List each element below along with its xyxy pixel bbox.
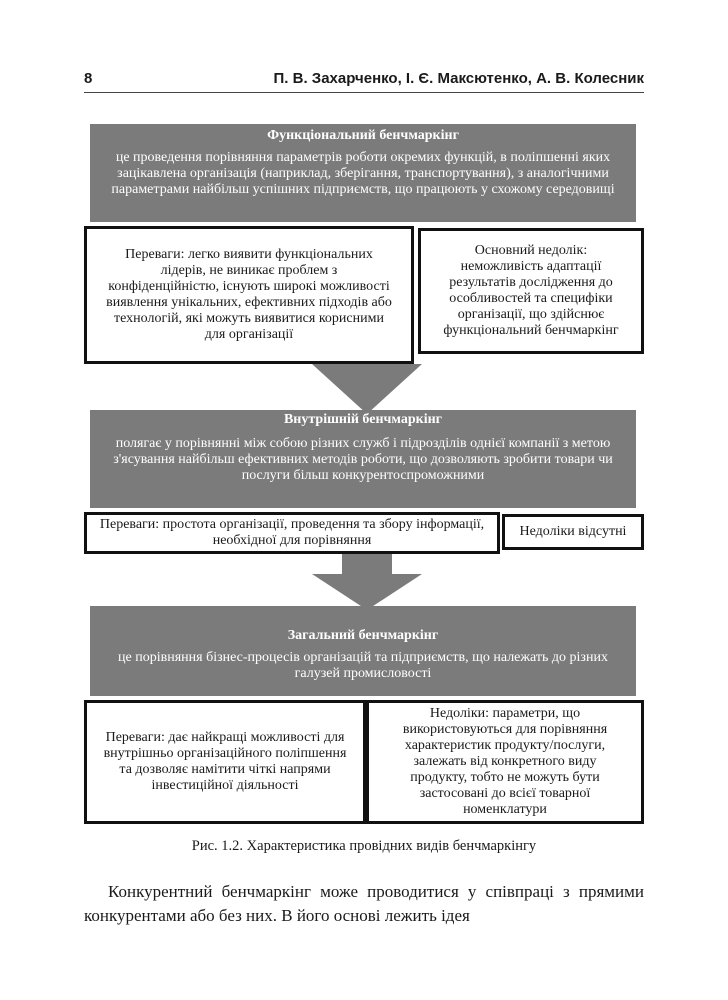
- functional-benchmarking-title: Функціональний бенчмаркінг: [267, 128, 459, 143]
- functional-advantages-box: [84, 226, 414, 364]
- page-header: [84, 66, 644, 90]
- general-benchmarking-title: Загальний бенчмаркінг: [287, 628, 439, 643]
- functional-benchmarking-description: це проведення порівняння параметрів роботи окремих функцій, в поліпшенні яких зацікавлена організація (наприклад, зберігання, транспортування), з аналогічними параметрами найбільш успішних підприємств, що працюють у схожому середовищі: [111, 150, 615, 197]
- internal-disadvantages-text: Недоліки відсутні: [519, 524, 627, 539]
- functional-advantages-text: Переваги: легко виявити функціональних лідерів, не виникає проблем з конфіденційністю, існують широкі можливості виявлення унікальних, ефективних підходів або технологій, які можуть виявитися корисними для організації: [106, 247, 392, 342]
- flow-arrow-2: [312, 554, 422, 610]
- internal-benchmarking-band: [90, 410, 636, 508]
- internal-advantages-box: [84, 512, 500, 554]
- header-rule: [84, 92, 644, 93]
- functional-disadvantages-box: [418, 228, 644, 354]
- internal-advantages-text: Переваги: простота організації, проведення та збору інформації, необхідної для порівняння: [99, 517, 485, 548]
- general-advantages-box: [84, 700, 366, 824]
- functional-benchmarking-band: [90, 124, 636, 222]
- general-benchmarking-description: це порівняння бізнес-процесів організацій та підприємств, що належать до різних галузей промисловості: [118, 650, 608, 681]
- general-disadvantages-box: [366, 700, 644, 824]
- internal-disadvantages-box: [502, 514, 644, 550]
- flow-arrow-1: [312, 364, 422, 414]
- figure-caption: Рис. 1.2. Характеристика провідних видів бенчмаркінгу: [191, 838, 537, 854]
- general-benchmarking-band: [90, 606, 636, 696]
- running-head-authors: П. В. Захарченко, І. Є. Максютенко, А. В. Колесник: [273, 70, 644, 87]
- body-paragraph: Конкурентний бенчмаркінг може проводитися у співпраці з прямими конкурентами або без них. В його основі лежить ідея: [84, 882, 644, 925]
- internal-benchmarking-title: Внутрішній бенчмаркінг: [283, 412, 443, 427]
- functional-disadvantages-text: Основний недолік: неможливість адаптації результатів дослідження до особливостей та специфіки організації, що здійснює функціональний бенчмаркінг: [443, 243, 619, 338]
- general-advantages-text: Переваги: дає найкращі можливості для внутрішньо організаційного поліпшення та дозволяє намітити чіткі напрями інвестиційної діяльності: [103, 730, 347, 793]
- internal-benchmarking-description: полягає у порівнянні між собою різних служб і підрозділів однієї компанії з метою з'ясування найбільш ефективних методів роботи, що дозволяють зробити товари чи послуги більш конкурентоспроможними: [113, 436, 613, 483]
- general-disadvantages-text: Недоліки: параметри, що використовуються для порівняння характеристик продукту/послуги, залежать від конкретного виду продукту, тобто не можуть бути застосовані до всієї товарної номенклатури: [402, 706, 608, 817]
- page-number: 8: [84, 70, 93, 87]
